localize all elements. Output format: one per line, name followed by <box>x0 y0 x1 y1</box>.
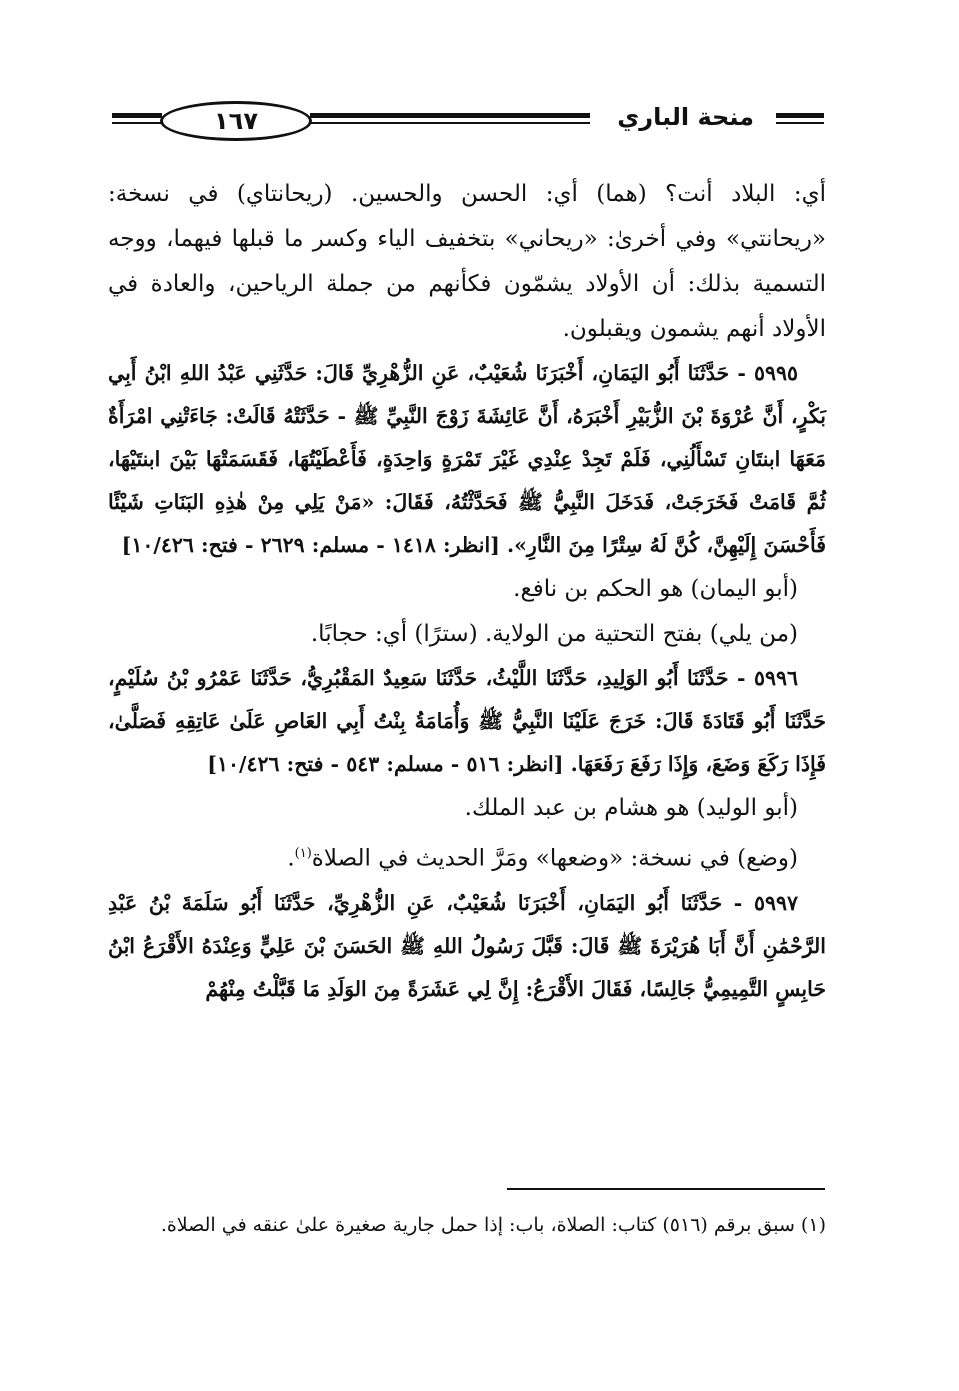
page-header <box>112 95 824 155</box>
hadith-5995 <box>108 352 826 567</box>
header-rule <box>112 122 162 124</box>
header-rule <box>310 113 590 118</box>
hadith-text: ٥٩٩٥ - حَدَّثَنَا أَبُو اليَمَانِ، أَخْبَرَنَا شُعَيْبٌ، عَنِ الزُّهْرِيِّ قَالَ: حَدَّثَنِي عَبْدُ اللهِ ابْنُ أَبِي بَكْرٍ، أَنَّ عُرْوَةَ بْنَ الزُّبَيْرِ أَخْبَرَهُ، أَنَّ عَائِشَةَ زَوْجَ النَّبِيِّ ﷺ - حَدَّثَتْهُ قَالَتْ: جَاءَتْنِي امْرَأَةٌ مَعَهَا ابنتَانِ تَسْأَلُنِي، فَلَمْ تَجِدْ عِنْدِي غَيْرَ تَمْرَةٍ وَاحِدَةٍ، فَأَعْطَيْتُهَا، فَقَسَمَتْهَا بَيْنَ ابنتَيْهَا، ثُمَّ قَامَتْ فَخَرَجَتْ، فَدَخَلَ النَّبِيُّ ﷺ فَحَدَّثْتُهُ، فَقَالَ: «مَنْ يَلِي مِنْ هٰذِهِ البَنَاتِ شَيْئًا فَأَحْسَنَ إِلَيْهِنَّ، كُنَّ لَهُ سِتْرًا مِنَ النَّارِ». <box>108 361 826 557</box>
footnote: (١) سبق برقم (٥١٦) كتاب: الصلاة، باب: إذا حمل جارية صغيرة علىٰ عنقه في الصلاة. <box>160 1214 826 1236</box>
header-rule <box>310 122 590 124</box>
footnote-separator <box>507 1188 825 1190</box>
header-rule <box>112 113 162 118</box>
commentary-paragraph <box>108 831 826 882</box>
running-title: منحة الباري <box>617 103 754 131</box>
main-text <box>108 172 826 1011</box>
commentary-paragraph: (أبو الوليد) هو هشام بن عبد الملك. <box>464 795 798 821</box>
page-number: ١٦٧ <box>160 101 312 141</box>
header-rule <box>776 122 824 124</box>
hadith-5996 <box>108 657 826 786</box>
commentary-paragraph: أي: البلاد أنت؟ (هما) أي: الحسن والحسين. (ريحانتاي) في نسخة: «ريحانتي» وفي أخرىٰ: «ريحاني» بتخفيف الياء وكسر ما قبلها فيهما، ووجه التسمية بذلك: أن الأولاد يشمّون فكأنهم من جملة الرياحين، والعادة في الأولاد أنهم يشمون ويقبلون. <box>108 181 826 342</box>
hadith-reference: [انظر: ٥١٦ - مسلم: ٥٤٣ - فتح: ١٠/٤٢٦] <box>207 752 564 776</box>
hadith-text: ٥٩٩٦ - حَدَّثَنَا أَبُو الوَلِيدِ، حَدَّثَنَا اللَّيْثُ، حَدَّثَنَا سَعِيدٌ المَقْبُرِيُّ، حَدَّثَنَا عَمْرُو بْنُ سُلَيْمٍ، حَدَّثَنَا أَبُو قَتَادَةَ قَالَ: خَرَجَ عَلَيْنَا النَّبِيُّ ﷺ وَأُمَامَةُ بِنْتُ أَبِي العَاصِ عَلَىٰ عَاتِقِهِ فَصَلَّىٰ، فَإِذَا رَكَعَ وَضَعَ، وَإِذَا رَفَعَ رَفَعَهَا. <box>108 666 826 776</box>
header-rule <box>776 113 824 118</box>
commentary-paragraph: (من يلي) بفتح التحتية من الولاية. (سترًا) أي: حجابًا. <box>310 621 798 647</box>
hadith-5997: ٥٩٩٧ - حَدَّثَنَا أَبُو اليَمَانِ، أَخْبَرَنَا شُعَيْبٌ، عَنِ الزُّهْرِيِّ، حَدَّثَنَا أَبُو سَلَمَةَ بْنُ عَبْدِ الرَّحْمَٰنِ أَنَّ أَبَا هُرَيْرَةَ ﷺ قَالَ: قَبَّلَ رَسُولُ اللهِ ﷺ الحَسَنَ بْنَ عَلِيٍّ وَعِنْدَهُ الأَقْرَعُ ابْنُ حَابِسٍ التَّمِيمِيُّ جَالِسًا، فَقَالَ الأَقْرَعُ: إِنَّ لِي عَشَرَةً مِنَ الوَلَدِ مَا قَبَّلْتُ مِنْهُمْ <box>108 890 826 1001</box>
hadith-reference: [انظر: ١٤١٨ - مسلم: ٢٦٢٩ - فتح: ١٠/٤٢٦] <box>121 533 500 557</box>
footnote-marker: (١) <box>294 846 312 861</box>
commentary-text: (وضع) في نسخة: «وضعها» ومَرَّ الحديث في الصلاة <box>311 845 798 872</box>
commentary-paragraph: (أبو اليمان) هو الحكم بن نافع. <box>513 576 798 602</box>
sentence-end: . <box>287 845 295 872</box>
